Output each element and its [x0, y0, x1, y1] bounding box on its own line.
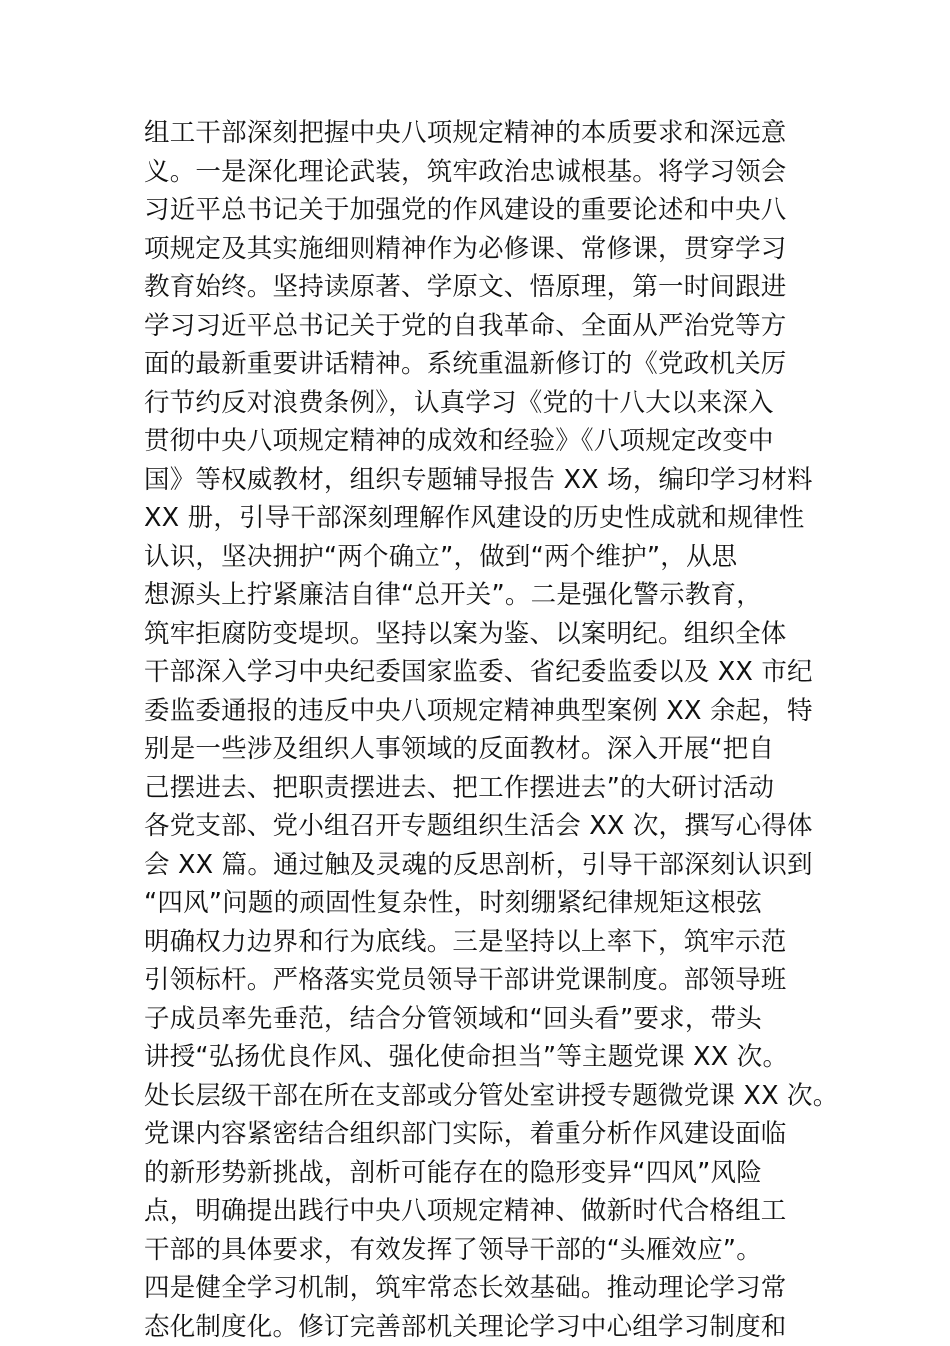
text-line: 处长层级干部在所在支部或分管处室讲授专题微党课 XX 次。	[144, 1077, 824, 1116]
text-line: 干部深入学习中央纪委国家监委、省纪委监委以及 XX 市纪	[144, 653, 824, 692]
text-line: 委监委通报的违反中央八项规定精神典型案例 XX 余起，特	[144, 692, 824, 731]
text-line: 贯彻中央八项规定精神的成效和经验》《八项规定改变中	[144, 422, 824, 461]
text-line: 的新形势新挑战，剖析可能存在的隐形变异“四风”风险	[144, 1154, 824, 1193]
text-line: 讲授“弘扬优良作风、强化使命担当”等主题党课 XX 次。	[144, 1038, 824, 1077]
text-line: 筑牢拒腐防变堤坝。坚持以案为鉴、以案明纪。组织全体	[144, 615, 824, 654]
text-line: 国》等权威教材，组织专题辅导报告 XX 场，编印学习材料	[144, 461, 824, 500]
text-line: 别是一些涉及组织人事领域的反面教材。深入开展“把自	[144, 730, 824, 769]
text-line: 点，明确提出践行中央八项规定精神、做新时代合格组工	[144, 1192, 824, 1231]
text-line: 面的最新重要讲话精神。系统重温新修订的《党政机关厉	[144, 345, 824, 384]
text-line: 认识，坚决拥护“两个确立”，做到“两个维护”，从思	[144, 538, 824, 577]
text-line: 习近平总书记关于加强党的作风建设的重要论述和中央八	[144, 191, 824, 230]
text-line: 教育始终。坚持读原著、学原文、悟原理，第一时间跟进	[144, 268, 824, 307]
text-line: 党课内容紧密结合组织部门实际，着重分析作风建设面临	[144, 1115, 824, 1154]
text-line: 子成员率先垂范，结合分管领域和“回头看”要求，带头	[144, 1000, 824, 1039]
text-line: 项规定及其实施细则精神作为必修课、常修课，贯穿学习	[144, 230, 824, 269]
text-line: XX 册，引导干部深刻理解作风建设的历史性成就和规律性	[144, 499, 824, 538]
text-line: 行节约反对浪费条例》，认真学习《党的十八大以来深入	[144, 384, 824, 423]
text-line: “四风”问题的顽固性复杂性，时刻绷紧纪律规矩这根弦	[144, 884, 824, 923]
text-line: 态化制度化。修订完善部机关理论学习中心组学习制度和	[144, 1308, 824, 1346]
text-line: 四是健全学习机制，筑牢常态长效基础。推动理论学习常	[144, 1269, 824, 1308]
text-line: 干部的具体要求，有效发挥了领导干部的“头雁效应”。	[144, 1231, 824, 1270]
text-line: 会 XX 篇。通过触及灵魂的反思剖析，引导干部深刻认识到	[144, 846, 824, 885]
body-text	[144, 114, 824, 1346]
text-line: 学习习近平总书记关于党的自我革命、全面从严治党等方	[144, 307, 824, 346]
text-line: 明确权力边界和行为底线。三是坚持以上率下，筑牢示范	[144, 923, 824, 962]
text-line: 己摆进去、把职责摆进去、把工作摆进去”的大研讨活动	[144, 769, 824, 808]
text-line: 想源头上拧紧廉洁自律“总开关”。二是强化警示教育，	[144, 576, 824, 615]
text-line: 各党支部、党小组召开专题组织生活会 XX 次，撰写心得体	[144, 807, 824, 846]
text-line: 组工干部深刻把握中央八项规定精神的本质要求和深远意	[144, 114, 824, 153]
text-line: 义。一是深化理论武装，筑牢政治忠诚根基。将学习领会	[144, 153, 824, 192]
text-line: 引领标杆。严格落实党员领导干部讲党课制度。部领导班	[144, 961, 824, 1000]
